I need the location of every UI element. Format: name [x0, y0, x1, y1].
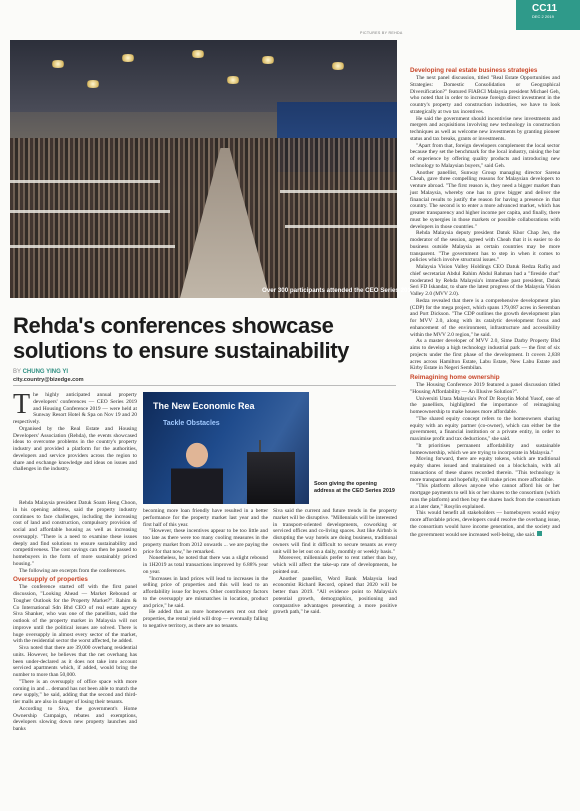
paragraph: He added that as more homeowners rent out their properties, the rental yield will drop — eventually falling to negative territory, as there are no tenants.: [143, 609, 268, 629]
chandelier-light: [260, 56, 276, 64]
table-row-decor: [10, 180, 160, 183]
section-badge: [516, 0, 580, 30]
paragraph: The next panel discussion, titled "Real Estate Opportunities and Strategies: Domestic Consolidation or Geographical Diversification?" featured FIABCI Malaysia president Michael Geh, who noted that in order to increase foreign direct investment in the country's property and construction industries, we have to look strategically at two tax incentives.: [410, 75, 560, 115]
paragraph: Rehda Malaysia president Datuk Soam Heng Choon, in his opening address, said the property industry continues to face challenges, including the increasing cost of land and construction, compulsory provision of social and affordable housing as well as increasing oversupply. "There is a need to examine these issues deeply and find solutions to ensure sustainability and competitiveness. The cost savings can then be passed to homebuyers in the form of more sustainably priced housing.": [13, 500, 137, 567]
paragraph: Malaysia Vision Valley Holdings CEO Datuk Redza Rafiq and chief secretariat Abdul Rahim Abdul Rahman had a "fireside chat" moderated by Rehda Malaysia's immediate past president, Datuk Seri FD Iskandar, to share the latest progress of the Malaysia Vision Valley 2.0 (MVV 2.0).: [410, 264, 560, 297]
paragraph: "Increases in land prices will lead to increases in the selling price of properties and this will lead to an affordability issue for buyers. Other contributory factors to the oversupply are mismatches in location, product and price," he said.: [143, 575, 268, 609]
chandelier-light: [85, 80, 101, 88]
paragraph: Moving forward, there are equity tokens, which are traditional equity shares issued and maintained on a blockchain, with all transactions of these shares recorded therein. "This technology is more transparent and hopefully, will make prices more affordable.: [410, 456, 560, 483]
paragraph: becoming more loan friendly have resulted in a better performance for the property market last year and the first half of this year.: [143, 508, 268, 528]
end-of-article-icon: [537, 531, 542, 536]
paragraph: He said the government should incentivise new investments and mergers and acquisitions involving new technology in construction techniques as well as welcome new investments by granting pioneer status and tax breaks, grants or investments.: [410, 115, 560, 142]
table-row-decor: [285, 225, 397, 228]
paragraph: As a master developer of MVV 2.0, Sime Darby Property Bhd aims to develop a high technology industrial park — the first of six projects under the first phase of the development. It covers 2,838 acres across Hamilton Estate, Labu Estate, New Labu Estate and Kirby Estate in Negeri Sembilan.: [410, 338, 560, 372]
table-row-decor: [10, 210, 170, 213]
drop-cap: T: [13, 389, 31, 420]
paragraph: "The shared equity concept refers to the homeowners sharing equity with an equity partner (co-owner), which can either be the government, a financial institution or a private entity, in order to maximise profit and tax deductions," she said.: [410, 415, 560, 442]
paragraph: [410, 510, 560, 538]
speaker-photo: [143, 392, 309, 504]
subheading-home-ownership: Reimagining home ownership: [410, 374, 500, 381]
chandelier-light: [225, 76, 241, 84]
lead-paragraph: [13, 389, 137, 426]
lead-text: he highly anticipated annual property developers' conferences — CEO Series 2019 and Housing Conference 2019 — were held at Sunway Resort Hotel & Spa on Nov 19 and 20 respectively.: [13, 392, 137, 425]
chandelier-light: [120, 54, 136, 62]
table-row-decor: [10, 245, 175, 248]
article-column-2: [143, 508, 268, 630]
paragraph: Organised by the Real Estate and Housing Developers' Association (Rehda), the events showcased ideas to overcome problems in the country's property industry and provided a platform for the authorities, developers and service providers across the region to share and exchange knowledge and ideas on issues and challenges in the industry.: [13, 425, 137, 473]
backdrop-banner-text-2: Tackle Obstacles: [163, 420, 220, 427]
paragraph: According to Siva, the government's Home Ownership Campaign, rebates and exemptions, developers slowing down new property launches and banks: [13, 705, 137, 732]
main-photo-caption: Over 300 participants attended the CEO Series 2019: [262, 287, 415, 294]
author-email: city.country@bizedge.com: [13, 377, 84, 383]
chandelier-light: [330, 62, 346, 70]
paragraph: Siva noted that there are 39,000 overhang residential units. However, he believes that the net overhang has been under-declared as it does not take into account serviced apartments which, if added, would bring the number to more than 50,000.: [13, 645, 137, 678]
closing-text: This would benefit all stakeholders — homebuyers would enjoy more affordable prices, developers could resolve the overhang issue, the consortium would have income generation, and the society and the government would see increased well-being, she said.: [410, 510, 560, 538]
paragraph: Another panellist, Word Bank Malaysia lead economist Richard Record, opined that 2020 will be better than 2019. "All evidence point to Malaysia's potential growth, demographics, positioning and comparative advantages presenting a more positive growth path," he said.: [273, 575, 397, 616]
paragraph: The Housing Conference 2019 featured a panel discussion titled "Housing Affordability — An Illusive Solution?".: [410, 382, 560, 395]
byline: [13, 369, 68, 375]
table-row-decor: [280, 190, 397, 193]
paragraph: Universiti Utara Malaysia's Prof Dr Rosylin Mohd Yusof, one of the panellists, highlighted the importance of reimagining homeownership to make houses more affordable.: [410, 395, 560, 415]
paragraph: Another panellist, Sunway Group managing director Sarena Cheah, gave three compelling reasons for Malaysian developers to venture abroad. "The first reason is, they need a bigger market than just Malaysia, whereby one has to grow bigger and deliver the financial results to justify the reason for having a presence in that country. The second is to enter a more advanced market, which has greater transparency and higher income per capita, and finally, there must be synergies in those markets or possible collaborations with developers in those countries.": [410, 169, 560, 230]
paragraph: Redza revealed that there is a comprehensive development plan (CDP) for the mega project, which spans 179,087 acres in Seremban and Port Dickson. "The CDP outlines the growth development plan for MVV 2.0, along with its catalytic development focus and enhancement of the environment, infrastructure and accessibility within the MVV 2.0 region," he said.: [410, 297, 560, 338]
article-column-4: [410, 67, 560, 538]
chandelier-light: [50, 60, 66, 68]
page-number: CC11: [532, 3, 558, 14]
byline-divider: [13, 385, 396, 386]
paragraph: The following are excerpts from the conferences.: [19, 567, 127, 574]
subheading-strategies: Developing real estate business strategies: [410, 67, 538, 74]
photo-credit: PICTURES BY REHDA: [360, 31, 403, 35]
backdrop-banner-text: The New Economic Rea: [153, 401, 255, 411]
headline: Rehda's conferences showcase solutions to ensure sustainability: [13, 313, 350, 363]
paragraph: "There is an oversupply of office space with more coming in and ... demand has not been able to match the new supply," he said, adding that the second and third-tier malls are also in danger of losing their tenants.: [13, 678, 137, 705]
byline-prefix: BY: [13, 369, 21, 375]
paragraph: "This platform allows anyone who cannot afford his or her mortgage payments to sell his or her shares to the consortium (which runs the platform) and then buy the shares back from the consortium at a later date," Rosylin explained.: [410, 483, 560, 510]
subheading-oversupply: Oversupply of properties: [13, 576, 88, 584]
paragraph: Rehda Malaysia deputy president Datuk Khor Chap Jen, the moderator of the session, agreed with Cheah that it is easier to do business outside Malaysia as certain countries may be more transparent. "The government has to step in when it comes to policies which involve structural issues.": [410, 230, 560, 264]
article-column-1-continued: [13, 500, 137, 733]
article-column-1: [13, 389, 137, 473]
article-column-3: [273, 508, 397, 616]
paragraph: "However, these incentives appear to be too little and too late as there were too many cooling measures in the property market from 2012 onwards ... we are paying the price for that now," he remarked.: [143, 528, 268, 555]
paragraph: Nonetheless, he noted that there was a slight rebound in 1H2019 as total transactions improved by 6.88% year on year.: [143, 555, 268, 575]
paragraph: The conference started off with the first panel discussion, "Looking Ahead — Market Rebound or Tougher Outlook for the Property Market?". Rahim & Co International Sdn Bhd CEO of real estate agency Siva Shanker, who was one of the panellists, said the outlook of the property market in Malaysia will not improve until the political issues are solved. There is huge oversupply in almost every sector of the market, with the residential sector the worst affected, he added.: [13, 584, 137, 645]
issue-date: DEC 2 2019: [532, 14, 554, 19]
paragraph: Moreover, millennials prefer to rent rather than buy, which will affect the take-up rate of developments, he pointed out.: [273, 555, 397, 575]
paragraph: Siva said the current and future trends in the property market will be disruptive. "Millennials will be interested in transport-oriented developments, coworking or serviced offices and co-living spaces. Just like Airbnb is disrupting the way hotels are doing business, traditional owners will find it difficult to secure tenants as every unit will be let out on a daily, monthly or weekly basis.": [273, 508, 397, 555]
chandelier-light: [190, 50, 206, 58]
paragraph: "It prioritises permanent affordability and sustainable homeownership, which we are trying to incorporate in Malaysia.": [410, 442, 560, 456]
main-photo: [10, 40, 397, 298]
author-name: CHUNG YING YI: [22, 369, 69, 375]
speaker-photo-caption: Soon giving the opening address at the CEO Series 2019: [314, 481, 395, 494]
speaker-figure: [171, 436, 223, 504]
lectern: [247, 452, 295, 504]
paragraph: "Apart from that, foreign developers complement the local sector because they set the benchmark for the local industry, raising the bar of experience by offering quality products and introducing new technology to Malaysian buyers," said Geh.: [410, 142, 560, 169]
